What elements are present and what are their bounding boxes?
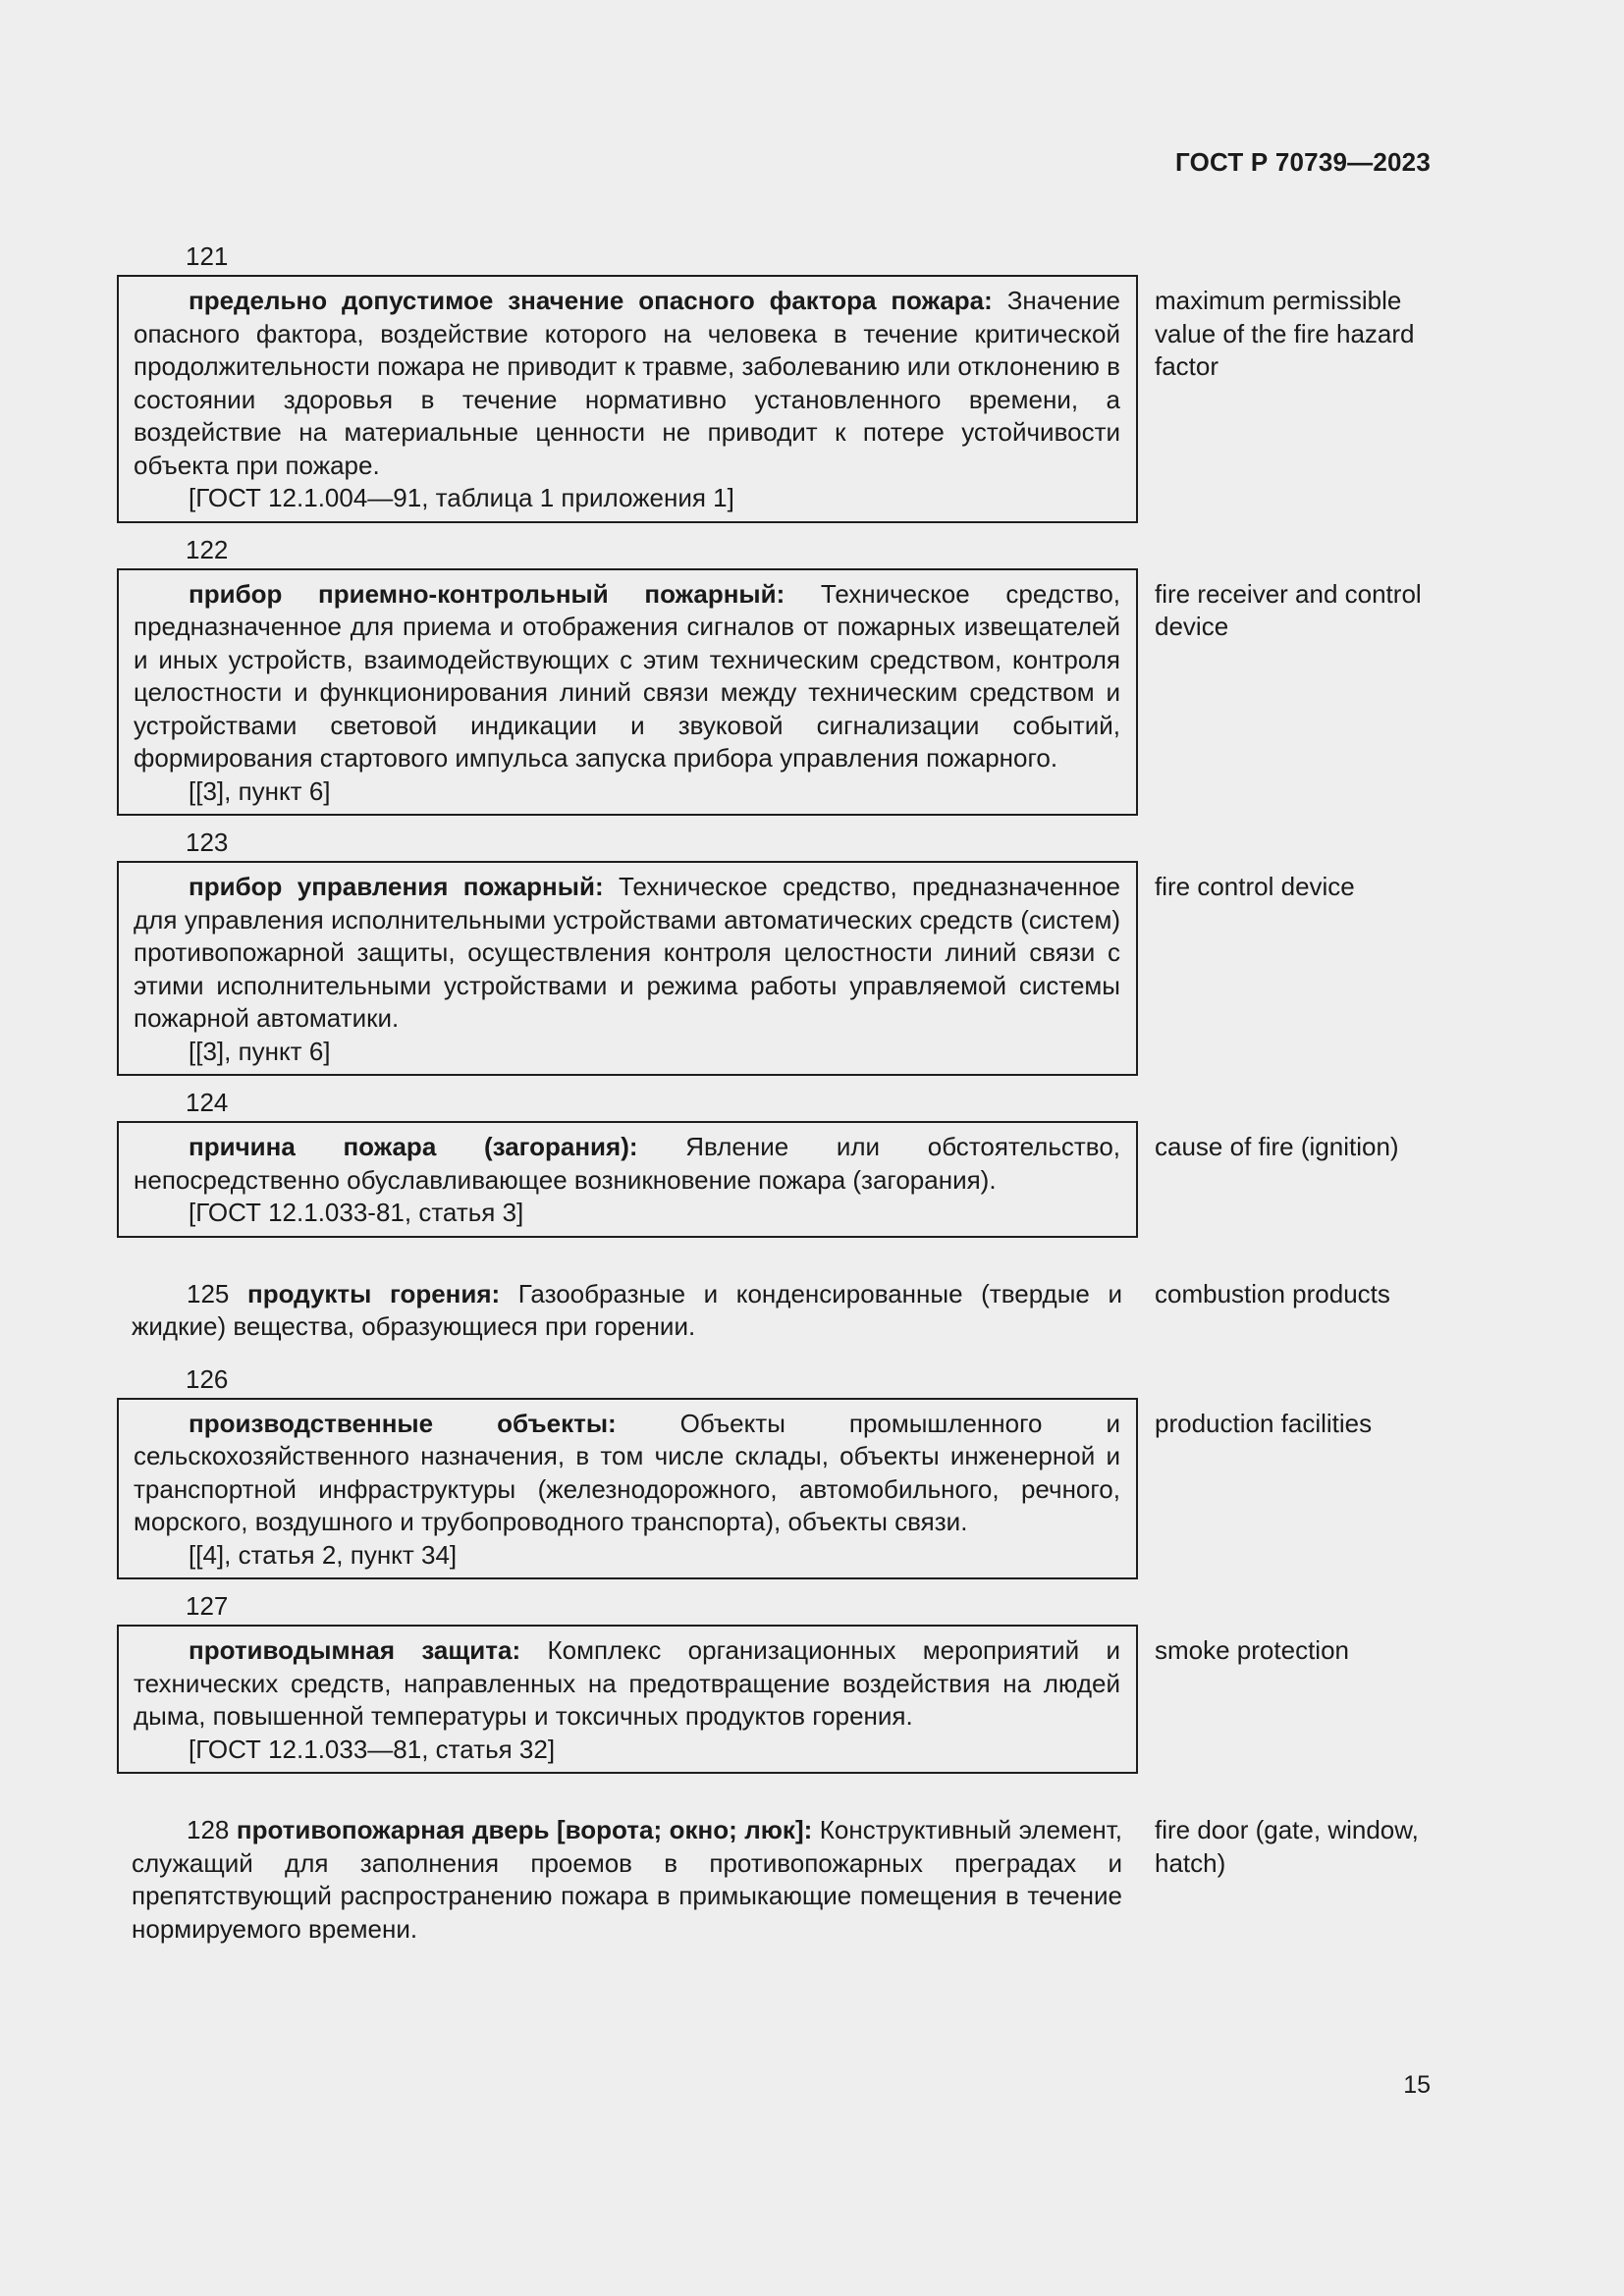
term-source: [ГОСТ 12.1.033—81, статья 32]: [189, 1734, 556, 1764]
terms-list: [117, 240, 1435, 1946]
term-number: 121: [186, 241, 229, 271]
term-box: [117, 275, 1138, 523]
definition-text: Техническое средство, предназначенное для приема и отображения сигналов от пожарных извещателей и иных устройств, взаимодействующих с этим техническим средством, контроля целостности и функционирования линий связи между техническим средством и устройствами световой индикации и звуковой сигнализации событий, формирования стартового импульса запуска прибора управления пожарного.: [134, 578, 1120, 773]
term-number: 127: [186, 1591, 229, 1621]
term-entry-126: [117, 1363, 1435, 1580]
english-equivalent: combustion products: [1155, 1278, 1390, 1308]
term-entry-124: [117, 1087, 1435, 1238]
term-number: 122: [186, 534, 229, 564]
term-title: противопожарная дверь [ворота; окно; люк]:: [236, 1815, 813, 1844]
term-title: производственные объекты:: [189, 1408, 617, 1438]
english-equivalent: smoke protection: [1155, 1635, 1349, 1665]
term-entry-127: [117, 1590, 1435, 1774]
term-definition: [134, 285, 1120, 482]
english-equivalent: production facilities: [1155, 1408, 1373, 1438]
english-equivalent: maximum permissible value of the fire hazard factor: [1155, 286, 1415, 381]
page-number: 15: [1403, 2071, 1431, 2099]
term-entry-121: [117, 240, 1435, 523]
term-definition: [132, 1814, 1122, 1946]
definition-text: Комплекс организационных мероприятий и технических средств, направленных на предотвращение воздействия на людей дыма, повышенной температуры и токсичных продуктов горения.: [134, 1635, 1121, 1731]
term-definition: [132, 1278, 1122, 1344]
term-text: [117, 1278, 1138, 1344]
term-box: [117, 568, 1138, 817]
english-equivalent: cause of fire (ignition): [1155, 1132, 1399, 1161]
english-equivalent: fire door (gate, window, hatch): [1155, 1815, 1419, 1878]
document-header: ГОСТ Р 70739—2023: [1175, 147, 1431, 177]
term-definition: [134, 1634, 1120, 1734]
term-title: прибор приемно-контрольный пожарный:: [189, 578, 785, 609]
term-title: противодымная защита:: [189, 1635, 521, 1665]
english-equivalent: fire control device: [1155, 872, 1355, 901]
term-text: [117, 1814, 1138, 1946]
definition-text: Конструктивный элемент, служащий для заполнения проемов в противопожарных преградах и препятствующий распространению пожара в примыкающие помещения в течение нормируемого времени.: [132, 1815, 1122, 1944]
term-number: 128: [187, 1815, 230, 1844]
term-entry-128: [117, 1814, 1435, 1946]
definition-text: Значение опасного фактора, воздействие которого на человека в течение критической продолжительности пожара не приводит к травме, заболеванию или отклонению в состоянии здоровья в течение нормативно установленного времени, а воздействие на материальные ценности не приводит к потере устойчивости объекта при пожаре.: [134, 286, 1120, 480]
term-box: [117, 1398, 1138, 1580]
term-definition: [134, 871, 1120, 1036]
term-definition: [134, 578, 1120, 775]
term-number: 125: [187, 1278, 230, 1308]
term-title: прибор управления пожарный:: [189, 872, 604, 901]
term-number: 123: [186, 828, 229, 857]
term-source: [[3], пункт 6]: [189, 1036, 331, 1066]
term-entry-125: [117, 1278, 1435, 1344]
definition-text: Явление или обстоятельство, непосредственно обуславливающее возникновение пожара (загорания).: [134, 1132, 1120, 1195]
term-box: [117, 1625, 1138, 1774]
term-number: 124: [186, 1088, 229, 1117]
term-definition: [134, 1131, 1120, 1197]
term-source: [ГОСТ 12.1.033-81, статья 3]: [189, 1198, 524, 1227]
term-source: [[3], пункт 6]: [189, 775, 331, 806]
term-source: [ГОСТ 12.1.004—91, таблица 1 приложения 1]: [189, 483, 734, 512]
term-entry-123: [117, 827, 1435, 1076]
term-entry-122: [117, 534, 1435, 817]
term-title: продукты горения:: [247, 1278, 501, 1308]
term-number: 126: [186, 1363, 229, 1394]
definition-text: Газообразные и конденсированные (твердые и жидкие) вещества, образующиеся при горении.: [132, 1278, 1122, 1341]
term-box: [117, 861, 1138, 1076]
term-title: предельно допустимое значение опасного фактора пожара:: [189, 286, 993, 315]
english-equivalent: fire receiver and control device: [1155, 578, 1422, 641]
definition-text: Объекты промышленного и сельскохозяйственного назначения, в том числе склады, объекты инженерной и транспортной инфраструктуры (железнодорожного, автомобильного, речного, морского, воздушного и трубопроводного транспорта), объекты связи.: [134, 1408, 1120, 1536]
term-source: [[4], статья 2, пункт 34]: [189, 1539, 458, 1570]
term-definition: [134, 1408, 1120, 1539]
definition-text: Техническое средство, предназначенное для управления исполнительными устройствами автоматических средств (систем) противопожарной защиты, осуществления контроля целостности линий связи с этими исполнительными устройствами и режима работы управляемой системы пожарной автоматики.: [134, 872, 1120, 1033]
term-box: [117, 1121, 1138, 1238]
term-title: причина пожара (загорания):: [189, 1132, 638, 1161]
